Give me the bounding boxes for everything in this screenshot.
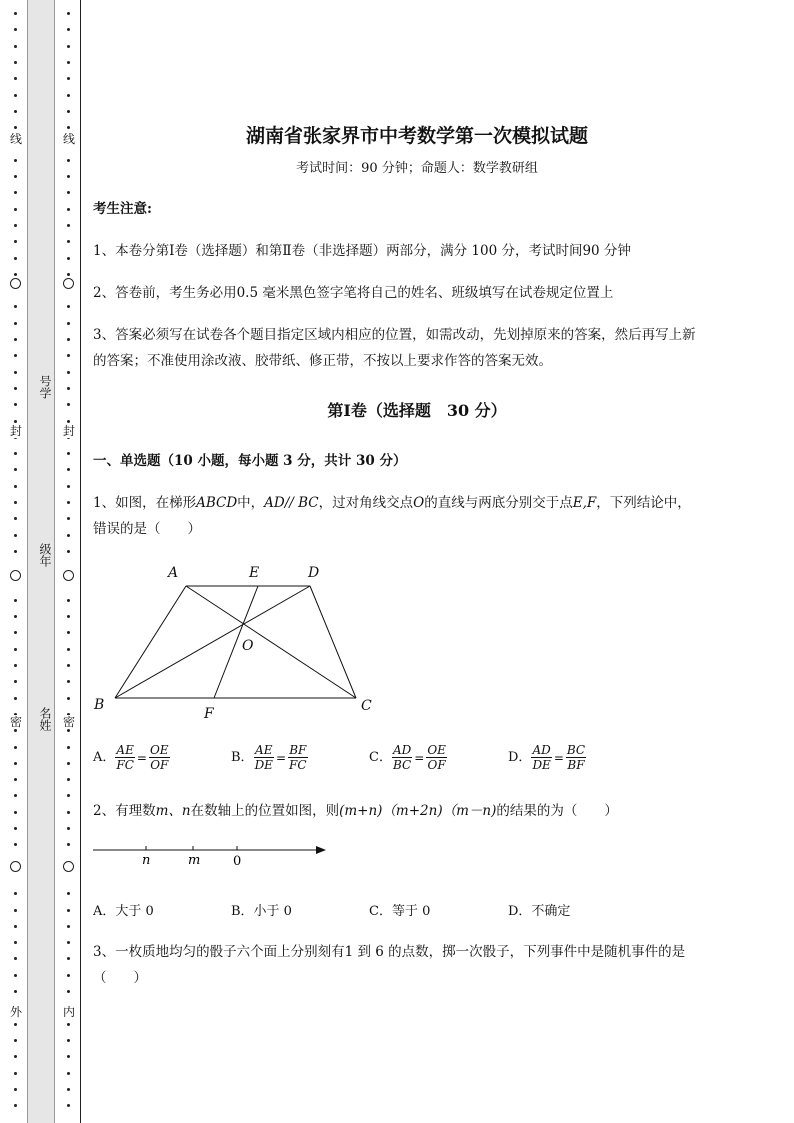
q1-option-d-frac-2	[566, 743, 586, 772]
left-label-line: 线	[9, 132, 22, 146]
tick-label-m: m	[188, 853, 201, 868]
binding-dot	[14, 892, 17, 895]
binding-dot	[14, 778, 17, 781]
binding-dot	[14, 485, 17, 488]
label-b: B	[94, 697, 105, 713]
q2-m-n: m、n	[155, 803, 191, 819]
binding-dot	[67, 892, 70, 895]
q1-option-d-frac-1	[531, 743, 551, 772]
q2-text-b: 在数轴上的位置如图，则	[190, 803, 340, 819]
binding-dot	[67, 957, 70, 960]
q1-option-c-label: C．	[369, 750, 392, 765]
frac-denominator: FC	[116, 758, 134, 772]
q1-text-b: 中，	[237, 495, 265, 511]
binding-dot	[14, 827, 17, 830]
q1-option-b-frac-2	[288, 743, 308, 772]
binding-dot	[67, 94, 70, 97]
label-e: E	[249, 565, 260, 581]
q1-option-b-label: B．	[231, 750, 254, 765]
binding-dot	[67, 1055, 70, 1058]
right-label-seal: 封	[62, 424, 75, 438]
q1-o: O	[413, 495, 425, 511]
q1-text-c: ，过对角线交点	[318, 495, 414, 511]
binding-dot	[14, 990, 17, 993]
question-3-line-2: （ ）	[93, 970, 147, 986]
binding-dot	[67, 273, 70, 276]
binding-dot	[67, 534, 70, 537]
frac-numerator: BC	[566, 743, 586, 757]
binding-dot	[67, 648, 70, 651]
right-label-secret: 密	[62, 715, 75, 729]
segment-ba	[115, 586, 186, 698]
binding-dot	[14, 94, 17, 97]
label-c: C	[361, 698, 372, 714]
binding-dot	[14, 61, 17, 64]
binding-dot	[14, 224, 17, 227]
binding-dot	[14, 208, 17, 211]
q1-text-e: ，下列结论中，	[596, 495, 691, 511]
binding-dot	[14, 974, 17, 977]
binding-dot	[67, 1072, 70, 1075]
binding-dot	[14, 631, 17, 634]
binding-dot	[14, 110, 17, 113]
binding-dot	[14, 517, 17, 520]
binding-dot	[67, 371, 70, 374]
frac-numerator: BF	[289, 743, 307, 757]
binding-dot	[67, 990, 70, 993]
binding-dot	[14, 648, 17, 651]
name-field: 名姓	[38, 707, 52, 731]
q1-option-c-frac-2	[426, 743, 447, 772]
q1-text-d: 的直线与两底分别交于点	[424, 495, 573, 511]
binding-dot	[14, 550, 17, 553]
notice-item-1: 1、本卷分第Ⅰ卷（选择题）和第Ⅱ卷（非选择题）两部分，满分 100 分，考试时间90 分钟	[93, 243, 631, 259]
binding-dot	[67, 843, 70, 846]
binding-dot	[67, 485, 70, 488]
binding-dot	[14, 811, 17, 814]
binding-dot	[67, 827, 70, 830]
frac-numerator: OE	[149, 743, 169, 757]
binding-dot	[14, 697, 17, 700]
label-f: F	[204, 706, 214, 722]
question-1-line-2: 错误的是（ ）	[93, 521, 201, 537]
diagonal-bd	[115, 586, 310, 698]
binding-dot	[14, 452, 17, 455]
binding-dot	[14, 1104, 17, 1107]
binding-dot	[14, 762, 17, 765]
binding-dot	[14, 257, 17, 260]
binding-dot	[14, 338, 17, 341]
binding-dot	[14, 273, 17, 276]
left-label-seal: 封	[9, 424, 22, 438]
q1-option-d[interactable]	[508, 743, 586, 772]
binding-dot	[14, 468, 17, 471]
trapezoid-figure	[88, 555, 388, 725]
segment-dc	[310, 586, 356, 698]
binding-dot	[14, 664, 17, 667]
binding-dot	[67, 517, 70, 520]
binding-dot	[14, 1023, 17, 1026]
binding-dot	[14, 599, 17, 602]
part-heading: 一、单选题（10 小题，每小题 3 分，共计 30 分）	[93, 453, 407, 469]
binding-dot	[14, 925, 17, 928]
binding-circle-icon	[10, 570, 21, 581]
binding-dot	[14, 534, 17, 537]
binding-circle-icon	[63, 861, 74, 872]
frac-denominator: OF	[427, 758, 446, 772]
binding-dot	[14, 501, 17, 504]
binding-circle-icon	[63, 570, 74, 581]
binding-dot	[14, 240, 17, 243]
binding-dot	[67, 974, 70, 977]
binding-dot	[67, 305, 70, 308]
q1-option-b[interactable]	[231, 743, 308, 772]
q1-option-a-frac-1	[115, 743, 135, 772]
binding-dot	[67, 468, 70, 471]
binding-dot	[14, 615, 17, 618]
binding-dot	[67, 322, 70, 325]
binding-dot	[14, 191, 17, 194]
q2-text-a: 2、有理数	[93, 803, 156, 819]
binding-dot	[14, 28, 17, 31]
exam-subtitle: 考试时间：90 分钟；命题人：数学教研组	[296, 161, 538, 176]
binding-dot	[14, 12, 17, 15]
binding-dot	[67, 925, 70, 928]
notice-item-3-line-2: 的答案；不准使用涂改液、胶带纸、修正带，不按以上要求作答的答案无效。	[93, 353, 552, 369]
binding-dot	[67, 1088, 70, 1091]
binding-dot	[14, 387, 17, 390]
tick-label-zero: 0	[233, 854, 242, 869]
binding-dot	[67, 387, 70, 390]
question-1-text	[93, 490, 691, 516]
label-o: O	[242, 638, 254, 654]
binding-dot	[67, 778, 70, 781]
q2-option-c[interactable]: C．等于 0	[369, 904, 431, 919]
binding-dot	[14, 371, 17, 374]
binding-circle-icon	[10, 278, 21, 289]
page-title: 湖南省张家界市中考数学第一次模拟试题	[245, 125, 588, 147]
student-id-field: 号学	[38, 375, 52, 399]
binding-dot	[67, 45, 70, 48]
binding-dot	[14, 957, 17, 960]
frac-denominator: BF	[567, 758, 585, 772]
binding-dot	[67, 191, 70, 194]
q2-option-a[interactable]: A．大于 0	[93, 904, 154, 919]
frac-denominator: BC	[392, 758, 412, 772]
binding-dot	[67, 550, 70, 553]
q2-option-d[interactable]: D．不确定	[508, 904, 571, 919]
binding-dot	[67, 61, 70, 64]
binding-dot	[14, 1039, 17, 1042]
binding-dot	[67, 224, 70, 227]
binding-dot	[67, 941, 70, 944]
frac-numerator: AD	[392, 743, 412, 757]
binding-dot	[67, 338, 70, 341]
q2-expression: (m+n)（m+2n)（m－n)	[339, 803, 497, 819]
q1-option-a-label: A．	[93, 750, 116, 765]
binding-dot	[67, 77, 70, 80]
q1-ad-bc: AD// BC	[264, 495, 319, 511]
q1-option-a-frac-2	[149, 743, 170, 772]
binding-dot	[14, 843, 17, 846]
equals-sign: =	[136, 750, 147, 765]
binding-dot	[67, 208, 70, 211]
frac-numerator: AD	[532, 743, 551, 757]
notice-item-3-line-1: 3、答案必须写在试卷各个题目指定区域内相应的位置，如需改动，先划掉原来的答案，然后再写上新	[93, 327, 696, 343]
left-label-outer: 外	[9, 1005, 22, 1019]
q1-ef: E,F	[572, 495, 597, 511]
right-label-inner: 内	[62, 1005, 75, 1019]
binding-dot	[14, 354, 17, 357]
binding-dot	[14, 941, 17, 944]
binding-circle-icon	[63, 278, 74, 289]
frac-denominator: FC	[289, 758, 307, 772]
binding-dot	[67, 697, 70, 700]
frac-numerator: AE	[255, 743, 273, 757]
binding-dot	[67, 1039, 70, 1042]
q1-text-a: 1、如图，在梯形	[93, 495, 197, 511]
equals-sign: =	[275, 750, 287, 765]
binding-dot	[67, 599, 70, 602]
equals-sign: =	[553, 750, 564, 765]
binding-dot	[67, 615, 70, 618]
binding-dot	[14, 680, 17, 683]
binding-dot	[67, 746, 70, 749]
question-3-line-1: 3、一枚质地均匀的骰子六个面上分别刻有1 到 6 的点数，掷一次骰子，下列事件中是随机事件的是	[93, 944, 686, 960]
binding-dot	[14, 746, 17, 749]
frac-denominator: DE	[532, 758, 551, 772]
q2-option-b[interactable]: B．小于 0	[231, 904, 292, 919]
binding-dot	[67, 501, 70, 504]
q1-option-c[interactable]	[369, 743, 447, 772]
binding-dot	[67, 12, 70, 15]
grade-field: 级年	[38, 543, 52, 567]
axis-arrow-icon	[316, 846, 326, 854]
binding-dot	[67, 1104, 70, 1107]
question-2-text	[93, 798, 618, 824]
left-label-secret: 密	[9, 715, 22, 729]
binding-dot	[14, 1088, 17, 1091]
tick-label-n: n	[142, 853, 151, 868]
binding-dot	[67, 729, 70, 732]
binding-dot	[14, 322, 17, 325]
notice-item-2: 2、答卷前，考生务必用0.5 毫米黑色签字笔将自己的姓名、班级填写在试卷规定位置上	[93, 285, 614, 301]
binding-dot	[67, 354, 70, 357]
q1-option-c-frac-1	[392, 743, 412, 772]
frac-denominator: DE	[254, 758, 273, 772]
binding-dot	[67, 452, 70, 455]
binding-dot	[14, 729, 17, 732]
label-d: D	[308, 565, 320, 581]
binding-dot	[67, 762, 70, 765]
q2-text-c: 的结果的为（ ）	[496, 803, 618, 819]
binding-dot	[67, 794, 70, 797]
binding-dot	[67, 110, 70, 113]
binding-dot	[14, 305, 17, 308]
binding-dot	[14, 1072, 17, 1075]
binding-dot	[14, 77, 17, 80]
right-label-line: 线	[62, 132, 75, 146]
binding-dot	[67, 680, 70, 683]
binding-dot	[67, 664, 70, 667]
binding-dot	[67, 240, 70, 243]
q1-abcd: ABCD	[196, 495, 238, 511]
binding-dot	[67, 811, 70, 814]
q1-option-b-frac-1	[254, 743, 274, 772]
binding-dot	[67, 28, 70, 31]
equals-sign: =	[414, 750, 425, 765]
binding-dot	[67, 631, 70, 634]
number-line	[90, 838, 335, 870]
binding-circle-icon	[10, 861, 21, 872]
notice-heading: 考生注意:	[93, 201, 152, 217]
label-a: A	[168, 565, 179, 581]
binding-dot	[14, 45, 17, 48]
section-heading: 第Ⅰ卷（选择题 30 分）	[327, 401, 507, 420]
frac-numerator: OE	[427, 743, 446, 757]
binding-dot	[14, 794, 17, 797]
binding-dot	[14, 1055, 17, 1058]
frac-numerator: AE	[116, 743, 134, 757]
q1-option-d-label: D．	[508, 750, 532, 765]
binding-dot	[67, 909, 70, 912]
binding-dot	[67, 257, 70, 260]
binding-dot	[14, 909, 17, 912]
q1-option-a[interactable]	[93, 743, 170, 772]
frac-denominator: OF	[150, 758, 169, 772]
binding-dot	[67, 1023, 70, 1026]
